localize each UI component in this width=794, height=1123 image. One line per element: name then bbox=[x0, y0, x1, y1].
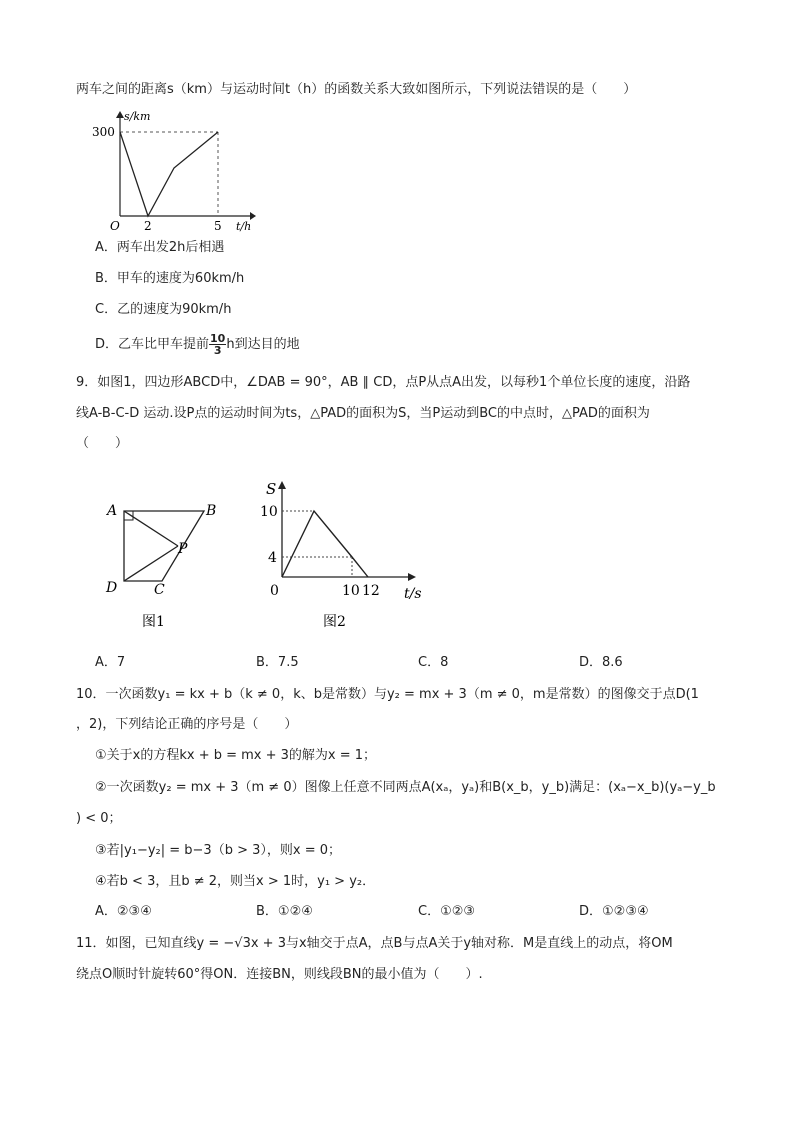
point-p-label: P bbox=[178, 541, 188, 557]
q8-x-tick-5: 5 bbox=[214, 219, 222, 233]
fig2-y-tick-10: 10 bbox=[260, 504, 278, 520]
fig2-y-label: S bbox=[266, 480, 277, 498]
q8-option-d-suffix: h到达目的地 bbox=[226, 337, 300, 352]
q8-y-axis-label: s/km bbox=[124, 110, 151, 123]
figure-1-caption: 图1 bbox=[142, 614, 165, 630]
q10-statement-2-line2: ) < 0； bbox=[76, 811, 122, 826]
fig2-x-tick-10: 10 bbox=[342, 583, 360, 599]
q8-option-c: C．乙的速度为90km/h bbox=[95, 302, 232, 317]
point-a-label: A bbox=[107, 503, 118, 519]
fraction-numerator: 10 bbox=[210, 332, 226, 345]
q10-statement-3: ③若|y₁−y₂| = b−3（b > 3），则x = 0； bbox=[95, 843, 341, 858]
q9-stem-line2: 线A-B-C-D 运动.设P点的运动时间为ts，△PAD的面积为S，当P运动到BC的中点时，△PAD的面积为 bbox=[76, 406, 650, 421]
q9-option-c: C．8 bbox=[418, 655, 449, 670]
q10-stem-line1: 10．一次函数y₁ = kx + b（k ≠ 0，k、b是常数）与y₂ = mx + 3（m ≠ 0，m是常数）的图像交于点D(1 bbox=[76, 687, 699, 702]
q10-statement-4: ④若b < 3，且b ≠ 2，则当x > 1时，y₁ > y₂． bbox=[95, 874, 376, 889]
fig2-origin: 0 bbox=[270, 583, 279, 599]
q8-option-d-fraction bbox=[209, 333, 226, 356]
q9-option-d: D．8.6 bbox=[579, 655, 623, 670]
q8-option-b: B．甲车的速度为60km/h bbox=[95, 271, 245, 286]
q10-statement-2-line1: ②一次函数y₂ = mx + 3（m ≠ 0）图像上任意不同两点A(xₐ，yₐ)和B(x_b，y_b)满足：(xₐ−x_b)(yₐ−y_b bbox=[95, 780, 716, 795]
q9-stem-line1: 9．如图1，四边形ABCD中，∠DAB = 90°，AB ∥ CD，点P从点A出发，以每秒1个单位长度的速度，沿路 bbox=[76, 375, 691, 390]
q8-option-a: A．两车出发2h后相遇 bbox=[95, 240, 225, 255]
q8-y-tick-300: 300 bbox=[92, 125, 115, 139]
q10-stem-line2: ，2)，下列结论正确的序号是（ ） bbox=[76, 717, 298, 732]
q9-option-b: B．7.5 bbox=[256, 655, 299, 670]
q10-option-b: B．①②④ bbox=[256, 904, 313, 919]
fig2-x-tick-12: 12 bbox=[362, 583, 380, 599]
q8-option-d bbox=[95, 330, 300, 360]
q10-option-a: A．②③④ bbox=[95, 904, 152, 919]
q9-figure-1 bbox=[100, 495, 230, 645]
point-d-label: D bbox=[106, 580, 118, 596]
q10-statement-1: ①关于x的方程kx + b = mx + 3的解为x = 1； bbox=[95, 748, 377, 763]
q11-stem-line1: 11．如图，已知直线y = −√3x + 3与x轴交于点A，点B与点A关于y轴对称．M是直线上的动点，将OM bbox=[76, 936, 673, 951]
fig2-x-label: t/s bbox=[404, 586, 422, 602]
q10-option-d: D．①②③④ bbox=[579, 904, 649, 919]
q9-figure-2 bbox=[258, 475, 433, 635]
q8-x-tick-2: 2 bbox=[144, 219, 152, 233]
point-b-label: B bbox=[206, 503, 217, 519]
point-c-label: C bbox=[154, 582, 165, 598]
q8-x-axis-label: t/h bbox=[236, 220, 252, 233]
q10-option-c: C．①②③ bbox=[418, 904, 476, 919]
q9-stem-line3: （ ） bbox=[76, 436, 129, 451]
fraction-denominator: 3 bbox=[213, 344, 222, 357]
figure-2-caption: 图2 bbox=[323, 614, 346, 630]
q8-option-d-prefix: D．乙车比甲车提前 bbox=[95, 337, 210, 352]
q9-option-a: A．7 bbox=[95, 655, 126, 670]
q8-stem: 两车之间的距离s（km）与运动时间t（h）的函数关系大致如图所示，下列说法错误的是（ ） bbox=[76, 82, 637, 97]
q8-graph bbox=[90, 108, 260, 233]
q11-stem-line2: 绕点O顺时针旋转60°得ON．连接BN，则线段BN的最小值为（ ）. bbox=[76, 967, 483, 982]
fig2-y-tick-4: 4 bbox=[268, 550, 277, 566]
q8-origin: O bbox=[110, 219, 120, 233]
